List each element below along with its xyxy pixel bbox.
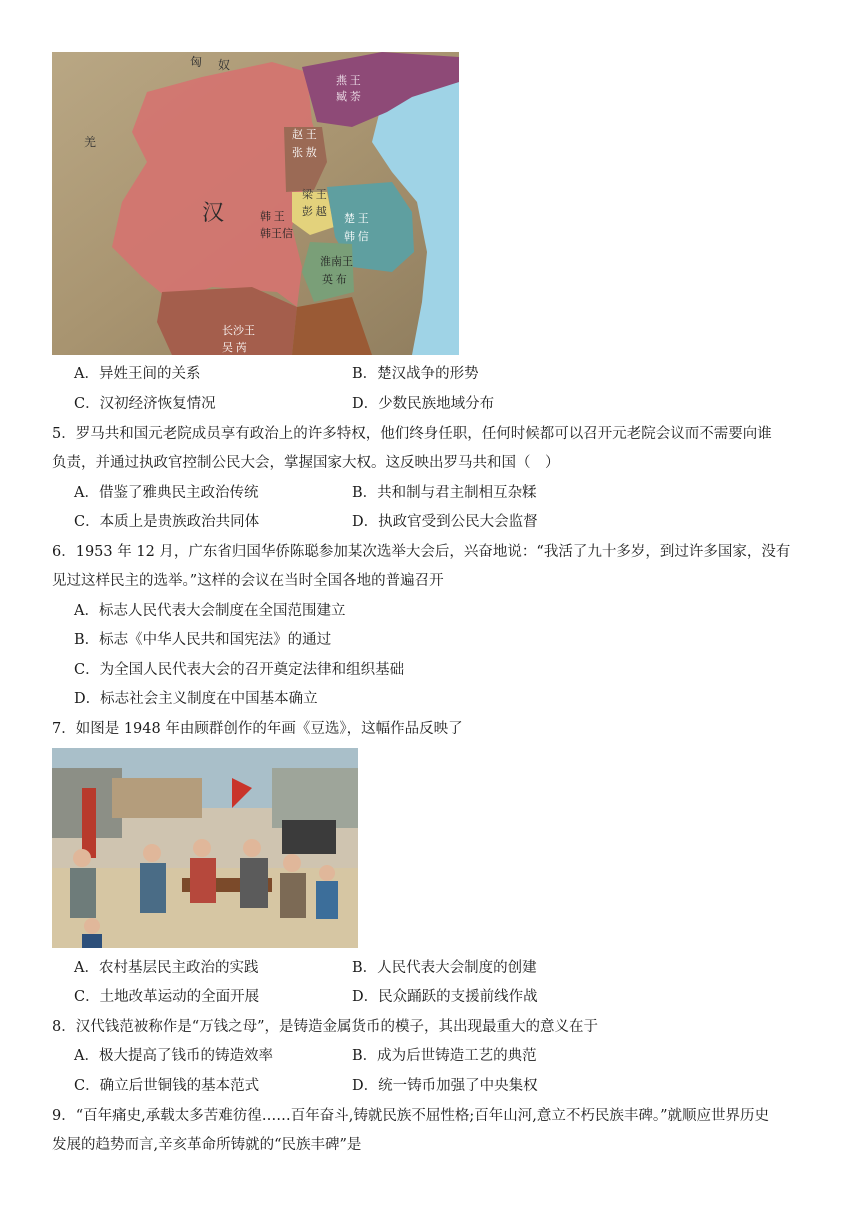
- bean-election-painting: [52, 748, 358, 948]
- q6-option-c[interactable]: C．为全国人民代表大会的召开奠定法律和组织基础: [74, 662, 405, 678]
- map-graphic: [52, 52, 459, 355]
- q9-stem-line-2: 发展的趋势而言,辛亥革命所铸就的“民族丰碑”是: [52, 1137, 362, 1153]
- painting-figure-head: [243, 839, 261, 857]
- painting-banner: [82, 788, 96, 858]
- painting-blackboard: [282, 820, 336, 854]
- q8-option-b[interactable]: B．成为后世铸造工艺的典范: [352, 1048, 537, 1064]
- label-yan-2: 臧 荼: [336, 91, 361, 103]
- label-han: 汉: [202, 200, 225, 225]
- painting-figure-body: [140, 863, 166, 913]
- q4-option-d[interactable]: D．少数民族地域分布: [352, 396, 495, 412]
- q5-option-d[interactable]: D．执政官受到公民大会监督: [352, 514, 538, 530]
- label-xiongnu-2: 奴: [218, 58, 231, 72]
- q5-option-b[interactable]: B．共和制与君主制相互杂糅: [352, 485, 537, 501]
- han-early-fiefdoms-map: [52, 52, 459, 355]
- painting-building: [112, 778, 202, 818]
- label-yan-1: 燕 王: [336, 75, 361, 87]
- label-qiang: 羌: [84, 135, 97, 149]
- painting-figure-head: [283, 854, 301, 872]
- q4-option-c[interactable]: C．汉初经济恢复情况: [74, 396, 216, 412]
- q7-option-d[interactable]: D．民众踊跃的支援前线作战: [352, 989, 538, 1005]
- q7-option-b[interactable]: B．人民代表大会制度的创建: [352, 960, 537, 976]
- label-chu-2: 韩 信: [344, 231, 369, 243]
- q4-option-b[interactable]: B．楚汉战争的形势: [352, 366, 479, 382]
- q6-option-d[interactable]: D．标志社会主义制度在中国基本确立: [74, 691, 318, 707]
- q6-option-a[interactable]: A．标志人民代表大会制度在全国范围建立: [74, 603, 346, 619]
- label-liang-2: 彭 越: [302, 206, 327, 218]
- painting-figure-body: [316, 881, 338, 919]
- q8-option-a[interactable]: A．极大提高了钱币的铸造效率: [74, 1048, 273, 1064]
- painting-figure-head: [84, 918, 100, 934]
- label-zhao-1: 赵 王: [292, 129, 317, 141]
- label-liang-1: 梁 王: [302, 189, 327, 201]
- label-changsha-2: 吴 芮: [222, 342, 247, 354]
- q5-option-c[interactable]: C．本质上是贵族政治共同体: [74, 514, 260, 530]
- painting-figure-head: [73, 849, 91, 867]
- q8-stem: 8．汉代钱范被称作是“万钱之母”，是铸造金属货币的模子，其出现最重大的意义在于: [52, 1019, 599, 1035]
- q5-option-a[interactable]: A．借鉴了雅典民主政治传统: [74, 485, 259, 501]
- q9-stem-line-1: 9．“百年痛史,承载太多苦难彷徨……百年奋斗,铸就民族不屈性格;百年山河,意立不朽民族丰碑。”就顺应世界历史: [52, 1108, 770, 1124]
- q6-option-b[interactable]: B．标志《中华人民共和国宪法》的通过: [74, 632, 332, 648]
- label-zhao-2: 张 敖: [292, 147, 317, 159]
- painting-figure-head: [143, 844, 161, 862]
- painting-wall-right: [272, 768, 358, 828]
- q6-stem-line-1: 6．1953 年 12 月，广东省归国华侨陈聪参加某次选举大会后，兴奋地说：“我活了九十多岁，到过许多国家，没有: [52, 544, 791, 560]
- q4-option-a[interactable]: A．异姓王间的关系: [74, 366, 201, 382]
- painting-figure-head: [193, 839, 211, 857]
- q7-stem: 7．如图是 1948 年由顾群创作的年画《豆选》，这幅作品反映了: [52, 721, 463, 737]
- label-huainan-1: 淮南王: [320, 256, 353, 268]
- painting-figure-head: [319, 865, 335, 881]
- painting-figure-body: [82, 934, 102, 948]
- q7-option-c[interactable]: C．土地改革运动的全面开展: [74, 989, 260, 1005]
- painting-graphic: [52, 748, 358, 948]
- label-chu-1: 楚 王: [344, 213, 369, 225]
- painting-figure-body: [280, 873, 306, 918]
- label-han-king-1: 韩 王: [260, 211, 285, 223]
- painting-figure-body: [70, 868, 96, 918]
- painting-figure-body: [240, 858, 268, 908]
- label-huainan-2: 英 布: [322, 274, 347, 286]
- q6-stem-line-2: 见过这样民主的选举。”这样的会议在当时全国各地的普遍召开: [52, 573, 444, 589]
- q7-option-a[interactable]: A．农村基层民主政治的实践: [74, 960, 259, 976]
- label-xiongnu-1: 匈: [190, 55, 203, 69]
- q8-option-d[interactable]: D．统一铸币加强了中央集权: [352, 1078, 538, 1094]
- q5-stem-line-1: 5．罗马共和国元老院成员享有政治上的许多特权，他们终身任职，任何时候都可以召开元老院会议而不需要向谁: [52, 426, 772, 442]
- q8-option-c[interactable]: C．确立后世铜钱的基本范式: [74, 1078, 260, 1094]
- q5-stem-line-2: 负责，并通过执政官控制公民大会，掌握国家大权。这反映出罗马共和国（ ）: [52, 455, 560, 471]
- painting-figure-body: [190, 858, 216, 903]
- label-han-king-2: 韩王信: [260, 228, 293, 240]
- label-changsha-1: 长沙王: [222, 325, 255, 337]
